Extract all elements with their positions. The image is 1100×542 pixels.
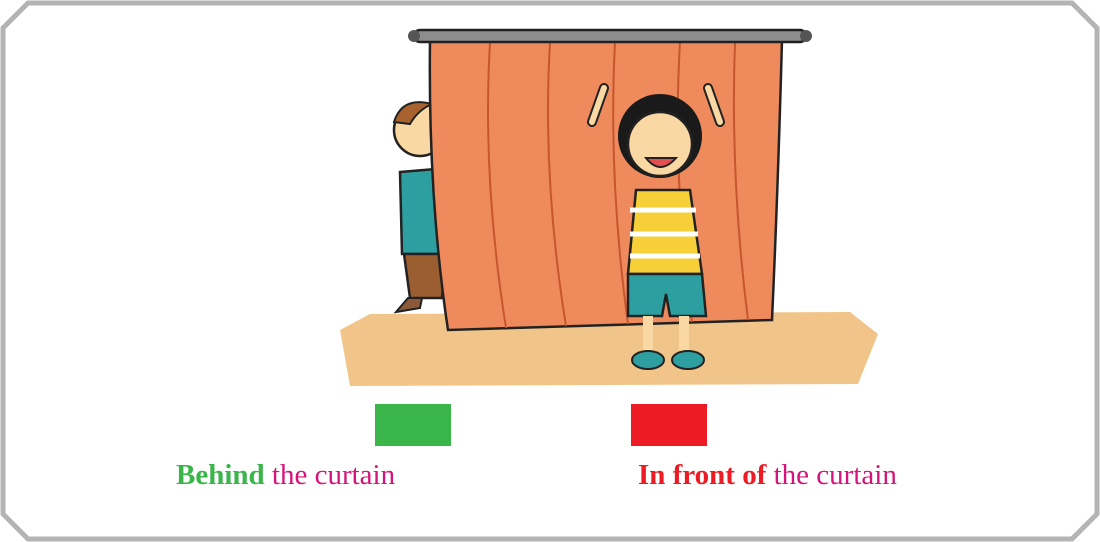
curtain-rod <box>408 30 812 42</box>
in-front-of-color-swatch <box>631 404 707 446</box>
behind-color-swatch <box>375 404 451 446</box>
caption-in-front-of-rest: the curtain <box>766 459 897 491</box>
caption-behind-rest: the curtain <box>264 459 396 491</box>
caption-in-front-of <box>638 458 897 492</box>
children-and-curtain-illustration <box>330 18 890 390</box>
caption-behind-keyword: Behind <box>176 459 265 491</box>
caption-in-front-of-keyword: In front of <box>638 459 767 491</box>
caption-behind <box>176 458 395 492</box>
